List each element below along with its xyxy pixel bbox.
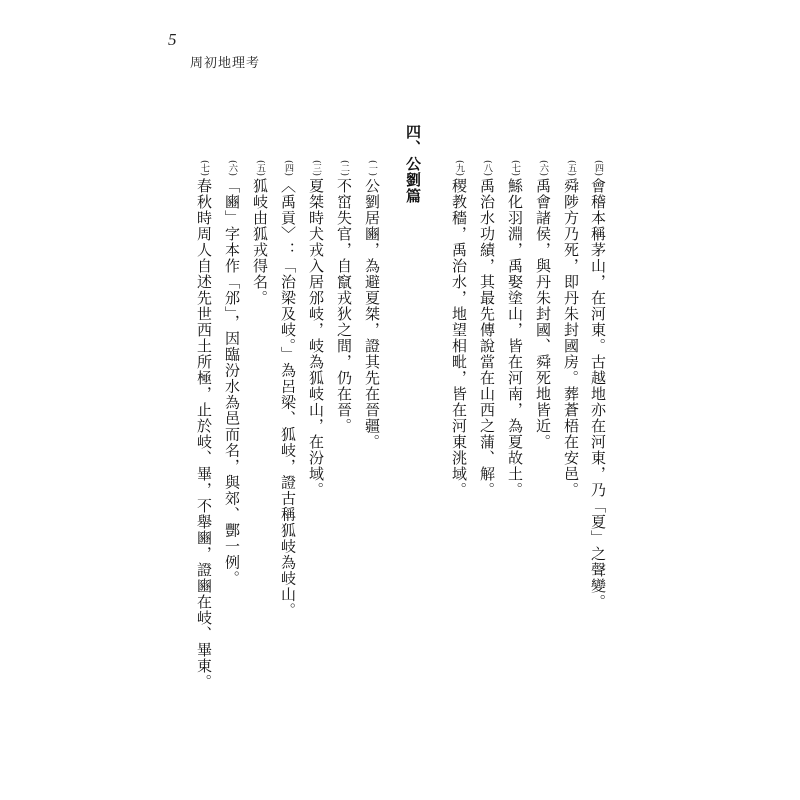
note-line xyxy=(280,160,295,619)
note-number: (五) xyxy=(566,160,576,177)
note-line xyxy=(535,160,550,450)
note-text: 禹治水功績，其最先傳說當在山西之蒲、解。 xyxy=(478,178,496,499)
note-number: (四) xyxy=(283,160,293,177)
note-text: 不窋失官，自竄戎狄之間，仍在晉。 xyxy=(335,178,353,435)
note-number: (一) xyxy=(367,160,377,177)
note-text: 鯀化羽淵，禹娶塗山，皆在河南，為夏故土。 xyxy=(506,178,524,499)
note-text: 夏桀時犬戎入居邠岐，岐為狐岐山，在汾域。 xyxy=(307,178,325,499)
note-number: (九) xyxy=(454,160,464,177)
note-number: (四) xyxy=(593,160,603,177)
note-line xyxy=(336,160,351,434)
note-line xyxy=(479,160,494,498)
note-text: 春秋時周人自述先世西土所極，止於岐、畢，不舉豳，證豳在岐、畢東。 xyxy=(195,178,213,691)
note-line xyxy=(451,160,466,498)
note-text: 稷教穡，禹治水，地望相毗，皆在河東洮域。 xyxy=(450,178,468,499)
note-text: 〈禹貢〉：「治梁及岐。」為呂梁、狐岐，證古稱狐岐為岐山。 xyxy=(279,178,297,619)
note-number: (六) xyxy=(538,160,548,177)
note-line xyxy=(507,160,522,498)
note-line xyxy=(563,160,578,498)
note-line xyxy=(252,160,267,306)
note-line xyxy=(308,160,323,498)
note-text: 舜陟方乃死，即丹朱封國房。葬蒼梧在安邑。 xyxy=(562,178,580,499)
note-text: 公劉居豳，為避夏桀，證其先在晉疆。 xyxy=(363,178,381,451)
note-line xyxy=(364,160,379,450)
running-head: 周初地理考 xyxy=(190,56,261,71)
section-heading: 四、公劉篇 xyxy=(404,124,422,204)
note-text: 會稽本稱茅山，在河東。古越地亦在河東，乃「夏」之聲變。 xyxy=(589,178,607,611)
note-line xyxy=(224,160,239,587)
note-text: 「豳」字本作「邠」，因臨汾水為邑而名，與郊、酆一例。 xyxy=(223,178,241,587)
page-number: 5 xyxy=(168,30,177,49)
note-line xyxy=(196,160,211,690)
note-text: 禹會諸侯，與丹朱封國、舜死地皆近。 xyxy=(534,178,552,451)
note-number: (八) xyxy=(482,160,492,177)
note-text: 狐岐由狐戎得名。 xyxy=(251,178,269,307)
note-number: (二) xyxy=(339,160,349,177)
note-number: (六) xyxy=(227,160,237,177)
note-number: (七) xyxy=(510,160,520,177)
note-line xyxy=(590,160,605,610)
note-number: (七) xyxy=(199,160,209,177)
note-number: (五) xyxy=(255,160,265,177)
note-number: (三) xyxy=(311,160,321,177)
